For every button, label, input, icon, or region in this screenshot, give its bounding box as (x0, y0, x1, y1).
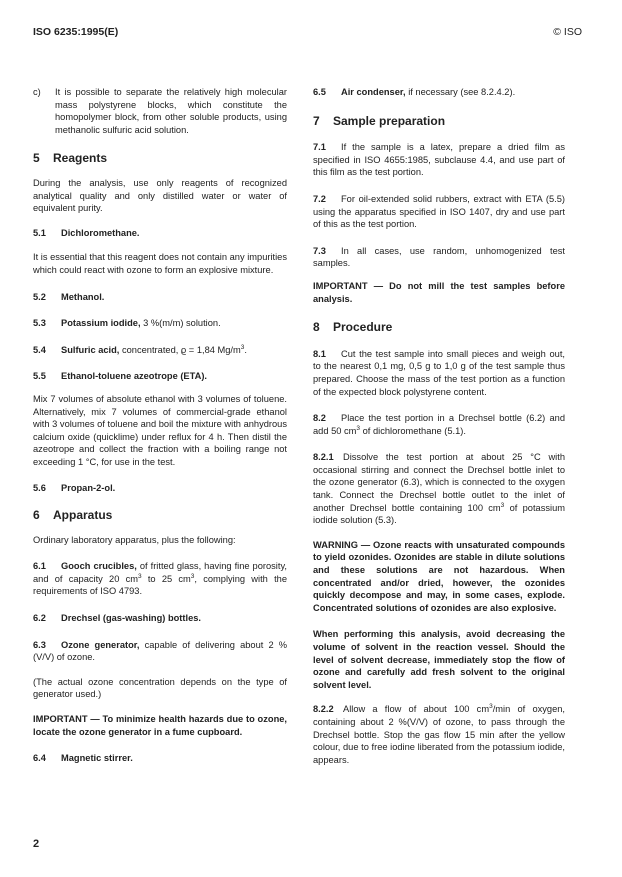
important-notice-ozone: IMPORTANT — To minimize health hazards due to ozone, locate the ozone generator in a fume cupboard. (33, 714, 287, 737)
reagents-intro: During the analysis, use only reagents of recognized analytical quality and only distilled water or water of equivalent purity. (33, 177, 287, 214)
clause-5-2: 5.2 Methanol. (33, 291, 105, 302)
clause-5-5-heading: 5.5 Ethanol-toluene azeotrope (ETA). (33, 371, 207, 382)
clause-8-1: 8.1 Cut the test sample into small pieces and weigh out, to the nearest 0,1 mg, 0,5 g to 1,0 g of the test sample thus prepared. Choose the mass of the test portion as a function of the expected block polystyrene content. (313, 348, 565, 397)
section-heading-apparatus: 6 Apparatus (33, 508, 113, 523)
list-item-text: It is possible to separate the relatively high molecular mass polystyrene blocks, which constitute the homopolymer block, from other soluble products, using methanolic sulfuric acid solution. (55, 87, 287, 135)
section-heading-procedure: 8 Procedure (313, 320, 393, 335)
clause-6-3: 6.3 Ozone generator, capable of delivering about 2 %(V/V) of ozone. (33, 639, 287, 663)
apparatus-intro: Ordinary laboratory apparatus, plus the following: (33, 534, 236, 545)
clause-8-2: 8.2 Place the test portion in a Drechsel bottle (6.2) and add 50 $cm^3$ of dichloromethane (5.1). (313, 413, 565, 436)
clause-5-6: 5.6 Propan-2-ol. (33, 483, 116, 494)
clause-7-2: 7.2 For oil-extended solid rubbers, extract with ETA (5.5) using the apparatus specified in ISO 1407, dry and use part of this as the test portion. (313, 193, 565, 230)
clause-6-3-note: (The actual ozone concentration depends on the type of generator used.) (33, 676, 287, 700)
left-column (33, 86, 287, 765)
list-item-label: c) (33, 87, 41, 97)
clause-8-2-1: 8.2.1 Dissolve the test portion at about 25 °C with occasional stirring and connect the Drechsel bottle inlet to the ozone generator (6.3), which is connected to the oxygen tank. Connect the Drechsel bottle outlet to the inlet of another Drechsel bottle containing 100 $cm^3$ of potassium iodide solution (5.3). (313, 452, 565, 526)
section-heading-sample-preparation: 7 Sample preparation (313, 113, 446, 128)
clause-5-1-text: It is essential that this reagent does not contain any impurities which could react with ozone to form an explosive mixture. (33, 252, 287, 275)
clause-6-4: 6.4 Magnetic stirrer. (33, 753, 133, 764)
list-item-c (33, 86, 287, 136)
clause-5-3: 5.3 Potassium iodide, 3 %(m/m) solution. (33, 318, 221, 329)
clause-5-5-text: Mix 7 volumes of absolute ethanol with 3 volumes of toluene. Alternatively, mix 7 volumes of commercial-grade ethanol with 3 volumes of toluene and boil the mixture with anhydrous calcium oxide (quicklime) under reflux for 4 h. Then distil the azeotrope and collect the fraction with a boiling range not exceeding 1 °C, for use in the test. (33, 393, 287, 467)
clause-5-4: 5.4 Sulfuric acid, concentrated, ϱ = 1,84 $Mg/m^3$. (33, 343, 247, 355)
clause-8-2-2: 8.2.2 Allow a flow of about 100 $cm^3/\min$ of oxygen, containing about 2 %(V/V) of ozone, to pass through the Drechsel bottle. Stop the gas flow 15 min after the yellow colour, due to free iodine liberated from the potassium iodide, appears. (313, 703, 566, 765)
clause-6-1: 6.1 Gooch crucibles, of fritted glass, having fine porosity, and of capacity 20 $cm^3$ to 25 $cm^3$, complying with the requirements of ISO 4793. (33, 561, 287, 597)
clause-7-3: 7.3 In all cases, use random, unhomogenized test samples. (313, 245, 565, 269)
section-heading-reagents: 5 Reagents (33, 151, 108, 166)
clause-6-2: 6.2 Drechsel (gas-washing) bottles. (33, 613, 201, 624)
standard-number: ISO 6235:1995(E) (33, 26, 119, 38)
caution-solvent-level: When performing this analysis, avoid decreasing the volume of solvent in the reaction vessel. Should the level of solvent decrease, immediately stop the flow of ozone and carefully add fresh solvent to the original solvent level. (313, 629, 565, 690)
page-number: 2 (33, 838, 40, 850)
clause-5-1-heading: 5.1 Dichloromethane. (33, 227, 140, 238)
right-column (313, 86, 565, 766)
important-notice-milling: IMPORTANT — Do not mill the test samples before analysis. (313, 280, 565, 304)
warning-ozonides: WARNING — Ozone reacts with unsaturated compounds to yield ozonides. Ozonides are stable in dilute solutions and these solutions are not hazardous. When concentrated and/or dried, however, the ozonides quickly decompose and may, in some cases, explode. Concentrated solutions of ozonides are also explosive. (313, 539, 565, 613)
clause-7-1: 7.1 If the sample is a latex, prepare a dried film as specified in ISO 4655:1985, subclause 4.4, and use part of this film as the test portion. (313, 142, 565, 178)
clause-6-5: 6.5 Air condenser, if necessary (see 8.2.4.2). (313, 87, 516, 97)
copyright-mark: © ISO (553, 26, 582, 38)
